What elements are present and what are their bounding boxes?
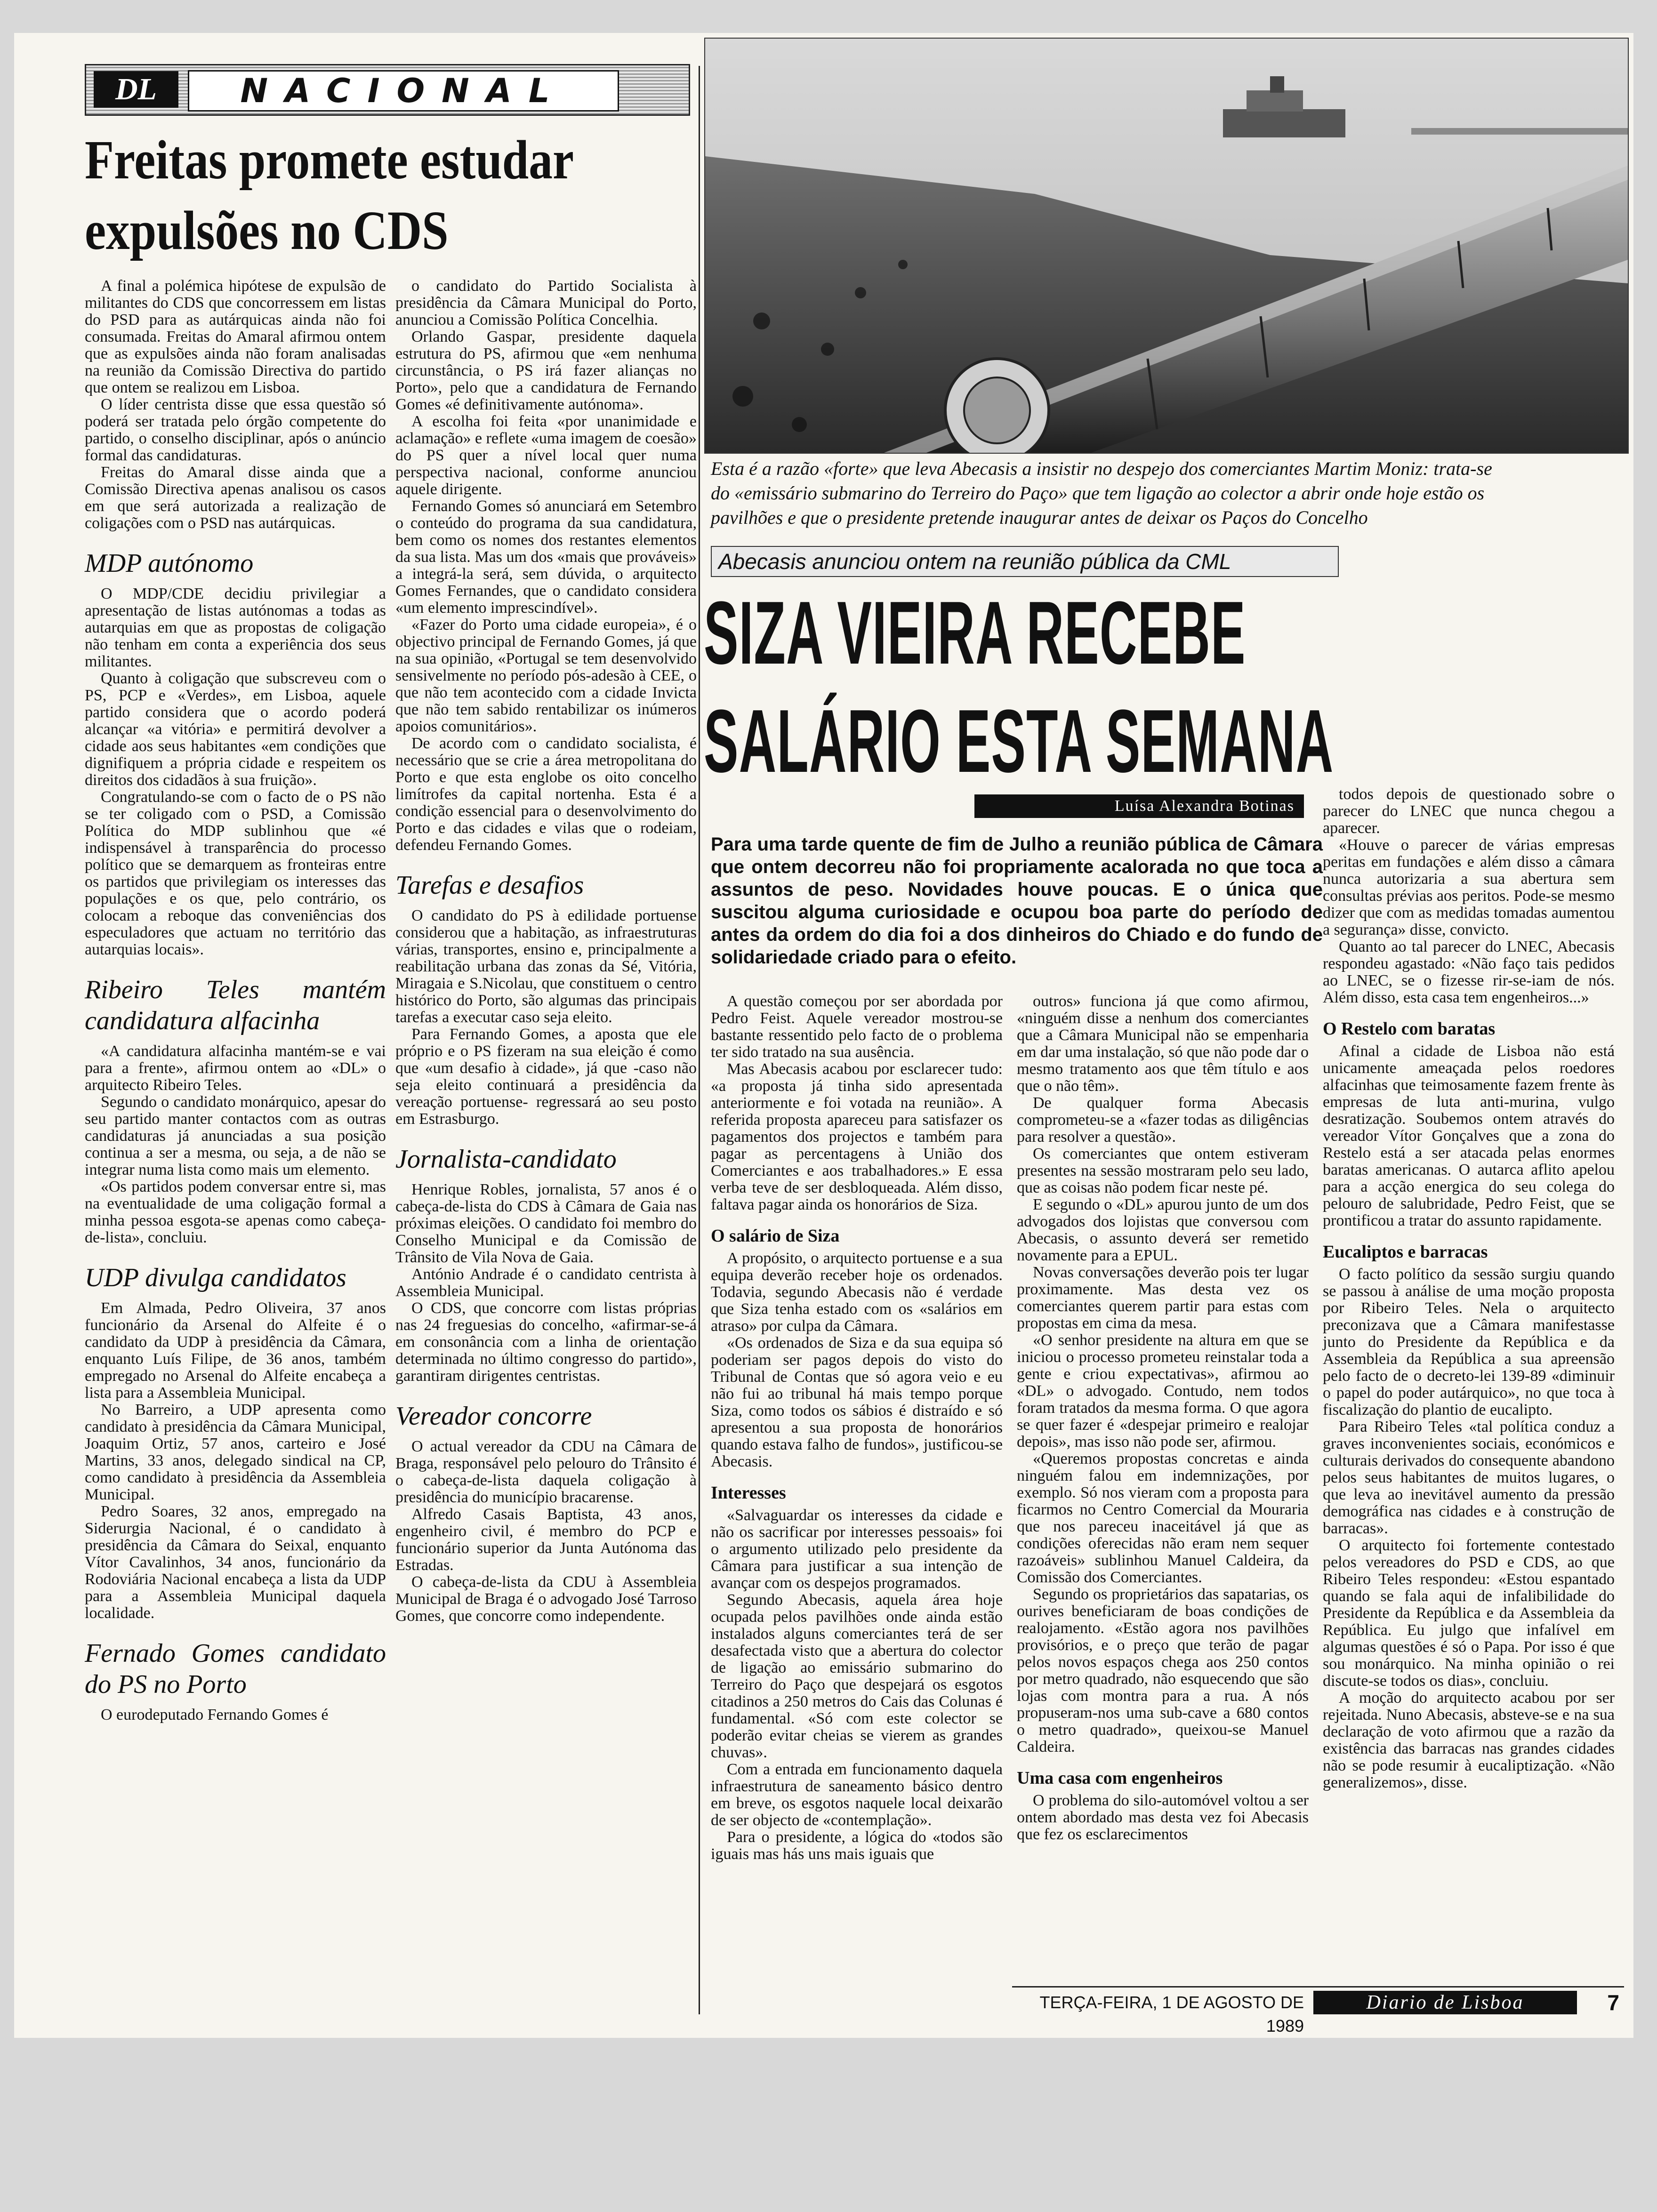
subhead-salario: O salário de Siza — [711, 1226, 840, 1246]
paragraph: Os comerciantes que ontem estiveram presentes na sessão mostraram pelo seu lado, que as coisas não podem ficar neste pé. — [1017, 1145, 1309, 1196]
subhead-vereador: Vereador concorre — [395, 1402, 592, 1431]
paragraph: Para o presidente, a lógica do «todos são iguais mas hás uns mais iguais que — [711, 1828, 1003, 1863]
paragraph: Afinal a cidade de Lisboa não está unicamente ameaçada pelos roedores alfacinhas que teimosamente fazem frente às empresas de luta anti-murina, vulgo desratização. Soubemos ontem através do vereador Vítor Gonçalves que a zona do Restelo está a ser atacada pelas enormes baratas americanas. O autarca aflito apelou para a acção energica do seu colega do pelouro de salubridade, Pedro Feist, que se prontificou a tratar do assunto rapidamente. — [1323, 1042, 1615, 1229]
section-logo: DL — [94, 71, 178, 108]
subhead-restelo: O Restelo com baratas — [1323, 1019, 1496, 1039]
paragraph: «Houve o parecer de várias empresas peritas em fundações e além disso a câmara nunca autorizaria a sua abertura sem consultas prévias aos peritos. Pode-se mesmo dizer que com as medidas tomadas aumentou a segurança» disse, convicto. — [1323, 836, 1615, 938]
paragraph: A propósito, o arquitecto portuense e a sua equipa deverão receber hoje os ordenados. Todavia, segundo Abecasis não é verdade que Siza tenha estado com os «salários em atraso» por culpa da Câmara. — [711, 1250, 1003, 1335]
paragraph: «Os partidos podem conversar entre si, mas na eventualidade de uma coligação formal a minha pessoa esgota-se apenas como cabeça-de-lista», concluiu. — [85, 1178, 386, 1246]
subhead-eucaliptos: Eucaliptos e barracas — [1323, 1242, 1488, 1262]
subhead-udp: UDP divulga candidatos — [85, 1263, 346, 1292]
photo-image — [705, 39, 1628, 453]
paragraph: Para Ribeiro Teles «tal política conduz a graves inconvenientes sociais, económicos e culturais derivados do consequente abandono pelos seus habitantes de muitos lugares, o que leva ao inevitável aumento da pressão demográfica nas cidades e à construção de barracas». — [1323, 1418, 1615, 1537]
byline: Luísa Alexandra Botinas — [974, 794, 1304, 818]
paragraph: Para Fernando Gomes, a aposta que ele próprio e o PS fizeram na sua eleição é como que «um desafio à cidade», já que -caso não seja eleito continuará a presidência da vereação portuense- regressará ao seu posto em Estrasburgo. — [395, 1026, 697, 1128]
paragraph: A escolha foi feita «por unanimidade e aclamação» e reflete «uma imagem de coesão» do PS quer a nível local quer numa perspectiva nacional, conforme anunciou aquele dirigente. — [395, 413, 697, 498]
paragraph: A moção do arquitecto acabou por ser rejeitada. Nuno Abecasis, absteve-se e na sua declaração de voto afirmou que a razão da existência das barracas nas grandes cidades não se pode resumir à eucaliptização. «Não generalizemos», disse. — [1323, 1689, 1615, 1791]
paragraph: O cabeça-de-lista da CDU à Assembleia Municipal de Braga é o advogado José Tarroso Gomes, que concorre como independente. — [395, 1573, 697, 1625]
section-header — [85, 64, 690, 116]
column-divider — [699, 66, 700, 2014]
paragraph: «Os ordenados de Siza e da sua equipa só poderiam ser pagos depois do visto do Tribunal de Contas que só agora veio e eu não fui ao tribunal há mais tempo porque Siza, como todos os sábios é distraído e só apresentou a sua proposta de honorários quando estava falho de fundos», justificou-se Abecasis. — [711, 1334, 1003, 1470]
paragraph: Mas Abecasis acabou por esclarecer tudo: «a proposta já tinha sido apresentada anteriormente e foi votada na reunião». A referida proposta apareceu para satisfazer os pagamentos dos projectos e também para pagar as percentagens à União dos Comerciantes e aos trabalhadores.» E essa verba teve de ser desbloqueada. Além disso, faltava pagar ainda os honorários de Siza. — [711, 1060, 1003, 1213]
main-column-b — [1017, 993, 1309, 1843]
paragraph: «Salvaguardar os interesses da cidade e não os sacrificar por interesses pessoais» foi o argumento utilizado pelo presidente da Câmara para justificar a sua intenção de avançar com os despejos programados. — [711, 1507, 1003, 1592]
paragraph: o candidato do Partido Socialista à presidência da Câmara Municipal do Porto, anunciou a Comissão Política Concelhia. — [395, 277, 697, 329]
paragraph: Orlando Gaspar, presidente daquela estrutura do PS, afirmou que «em nenhuma circunstância, o PS irá fazer alianças no Porto», pelo que a candidatura de Fernando Gomes «é definitivamente autónoma». — [395, 328, 697, 413]
main-lead: Para uma tarde quente de fim de Julho a reunião pública de Câmara que ontem decorreu não foi propriamente acalorada no que toca a assuntos de peso. Novidades houve poucas. E o única que suscitou alguma curiosidade e ocupou boa parte do período de antes da ordem do dia foi a dos dinheiros do Chiado e do fundo de solidariedade criado para o efeito. — [711, 834, 1323, 968]
main-kicker-text: Abecasis anunciou ontem na reunião pública da CML — [718, 549, 1231, 574]
subhead-tarefas: Tarefas e desafios — [395, 871, 584, 900]
paragraph: Segundo o candidato monárquico, apesar do seu partido manter contactos com as outras candidaturas já anunciadas a sua posição continua a ser a mesma, ou seja, a de não se integrar numa lista como mais um elemento. — [85, 1093, 386, 1178]
paragraph: O MDP/CDE decidiu privilegiar a apresentação de listas autónomas a todas as autarquias em que as propostas de coligação não tenham em conta a experiência dos seus militantes. — [85, 585, 386, 670]
paragraph: Congratulando-se com o facto de o PS não se ter coligado com o PSD, a Comissão Política do MDP sublinhou que «é indispensável à transparência do processo político que se demarquem as fronteiras entre os partidos que privilegiam os interesses das populações e os que, pelo contrário, os colocam a reboque das conveniências dos especuladores que actuam no território das autarquias locais». — [85, 788, 386, 958]
paragraph: No Barreiro, a UDP apresenta como candidato à presidência da Câmara Municipal, Joaquim Ortiz, 57 anos, carteiro e José Martins, 33 anos, delegado sindical na CP, como candidato à presidência da Assembleia Municipal. — [85, 1401, 386, 1503]
paragraph: todos depois de questionado sobre o parecer do LNEC que nunca chegou a aparecer. — [1323, 785, 1615, 837]
paragraph: Em Almada, Pedro Oliveira, 37 anos funcionário da Arsenal do Alfeite é o candidato da UDP à presidência da Câmara, enquanto Luís Filipe, de 36 anos, também empregado no Arsenal do Alfeite encabeça a lista para a Assembleia Municipal. — [85, 1299, 386, 1402]
paragraph: A questão começou por ser abordada por Pedro Feist. Aquele vereador mostrou-se bastante ressentido pelo facto de o problema ter sido tratado na sua ausência. — [711, 993, 1003, 1061]
footer-rule — [1012, 1986, 1624, 1988]
masthead-text: Diario de Lisboa — [1366, 1992, 1524, 2013]
paragraph: Freitas do Amaral disse ainda que a Comissão Directiva apenas analisou os casos em que será autorizada a realização de coligações com o PSD nas autárquicas. — [85, 464, 386, 532]
main-headline-line-2: SALÁRIO ESTA SEMANA — [704, 691, 1334, 791]
paragraph: O eurodeputado Fernando Gomes é — [101, 1706, 329, 1723]
paragraph: De acordo com o candidato socialista, é necessário que se crie a área metropolitana do Porto e que esta englobe os oito concelho limítrofes da capital nortenha. Esta é a condição essencial para o desenvolvimento do Porto e das cidades e vilas que o rodeiam, defendeu Fernando Gomes. — [395, 735, 697, 854]
main-column-c — [1323, 786, 1615, 1791]
paragraph: A final a polémica hipótese de expulsão de militantes do CDS que concorressem em listas do PSD para as autárquicas ainda não foi consumada. Freitas do Amaral afirmou ontem que as expulsões ainda não foram analisadas na reunião da Comissão Directiva do partido que ontem se realizou em Lisboa. — [85, 277, 386, 396]
paragraph: Pedro Soares, 32 anos, empregado na Siderurgia Nacional, é o candidato à presidência da Câmara do Seixal, enquanto Vítor Cavalinhos, 34 anos, funcionário da Rodoviária Nacional encabeça a lista da UDP para a Assembleia Municipal daquela localidade. — [85, 1503, 386, 1622]
paragraph: «A candidatura alfacinha mantém-se e vai para a frente», afirmou ontem ao «DL» o arquitecto Ribeiro Teles. — [85, 1042, 386, 1094]
paragraph: Novas conversações deverão pois ter lugar proximamente. Mas desta vez os comerciantes querem partir para estas com propostas em cima da mesa. — [1017, 1264, 1309, 1332]
left-headline: Freitas promete estudar expulsões no CDS — [85, 129, 573, 261]
subhead-fernando-gomes: Fernado Gomes candidato do PS no Porto — [85, 1639, 386, 1699]
paragraph: «Queremos propostas concretas e ainda ninguém falou em indemnizações, por exemplo. Só nos vieram com a proposta para ficarmos no Centro Comercial da Mouraria que nos pareceu inaceitável já que as condições oferecidas não eram nem sequer razoáveis» sublinhou Manuel Caldeira, da Comissão dos Comerciantes. — [1017, 1450, 1309, 1586]
photo-seawall — [704, 38, 1629, 454]
paragraph: E segundo o «DL» apurou junto de um dos advogados dos lojistas que conversou com Abecasis, o assunto deverá ser remetido novamente para a EPUL. — [1017, 1196, 1309, 1264]
newspaper-page — [14, 33, 1633, 2038]
subhead-jornalista: Jornalista-candidato — [395, 1145, 617, 1174]
paragraph: Segundo Abecasis, aquela área hoje ocupada pelos pavilhões onde ainda estão instalados alguns comerciantes terá de ser desafectada visto que a abertura do colector de ligação ao emissário submarino do Terreiro do Paço que despejará os esgotos citadinos a 250 metros do Cais das Colunas é fundamental. «Só com este colector se poderão evitar cheias se vierem as grandes chuvas». — [711, 1591, 1003, 1761]
paragraph: O candidato do PS à edilidade portuense considerou que a habitação, as infraestruturas várias, transportes, ensino e, principalmente a reabilitação urbana das zonas da Sé, Vitória, Miragaia e S.Nicolau, que constituem o centro histórico do Porto, são algumas das principais tarefas a executar caso seja eleito. — [395, 907, 697, 1026]
paragraph: De qualquer forma Abecasis comprometeu-se a «fazer todas as diligências para resolver a questão». — [1017, 1094, 1309, 1146]
left-column-1 — [85, 278, 386, 1723]
paragraph: O facto político da sessão surgiu quando se passou à análise de uma moção proposta por Ribeiro Teles. Nela o arquitecto preconizava que a Câmara manifestasse junto do Presidente da República e da Assembleia da República a sua apreensão pelo facto de o decreto-lei 139-89 «diminuir o papel do poder autárquico», no que toca à fiscalização do plantio de eucalipto. — [1323, 1266, 1615, 1419]
paragraph: O CDS, que concorre com listas próprias nas 24 freguesias do concelho, «afirmar-se-á em consonância com a linha de orientação determinada no último congresso do partido», garantiram dirigentes centristas. — [395, 1299, 697, 1385]
subhead-casa: Uma casa com engenheiros — [1017, 1768, 1223, 1788]
paragraph: «O senhor presidente na altura em que se iniciou o processo prometeu reinstalar toda a gente e criou expectativas», afirmou ao «DL» o advogado. Contudo, nem todos foram tratados da mesma forma. O que agora se quer fazer é «despejar primeiro e realojar depois», mas isso não pode ser, afirmou. — [1017, 1331, 1309, 1451]
paragraph: Quanto à coligação que subscreveu com o PS, PCP e «Verdes», em Lisboa, aquele partido considera que o acordo poderá alcançar «a vitória» e permitirá devolver a cidade aos seus habitantes «em condições que dignifiquem a própria cidade e respeitem os direitos dos cidadãos à sua fruição». — [85, 670, 386, 789]
paragraph: outros» funciona já que como afirmou, «ninguém disse a nenhum dos comerciantes que a Câmara Municipal não se empenharia em dar uma instalação, só que não pode dar o mesmo tratamento aos que têm título e aos que o não têm». — [1017, 993, 1309, 1095]
paragraph: «Fazer do Porto uma cidade europeia», é o objectivo principal de Fernando Gomes, já que na sua opinião, «Portugal se tem desenvolvido sensivelmente no período pós-adesão à CEE, o que não tem acontecido com a cidade Invicta que não tem sabido rentabilizar os inúmeros apoios comunitários». — [395, 616, 697, 735]
paragraph: O arquitecto foi fortemente contestado pelos vereadores do PSD e CDS, ao que Ribeiro Teles respondeu: «Estou espantado quando se fala aqui de infalibilidade do Presidente da República e da Assembleia da República. Eu julgo que infalível em algumas questões é só o Papa. Por isso é que sou monárquico. Na minha opinião o rei discute-se todos os dias», concluiu. — [1323, 1537, 1615, 1690]
paragraph: Quanto ao tal parecer do LNEC, Abecasis respondeu agastado: «Não faço tais pedidos ao LNEC, se o fizesse rir-se-iam de nós. Além disso, esta casa tem engenheiros...» — [1323, 938, 1615, 1006]
footer-page-number: 7 — [1607, 1990, 1619, 2015]
photo-caption: Esta é a razão «forte» que leva Abecasis a insistir no despejo dos comerciantes Martim Moniz: trata-se do «emissário submarino do Terreiro do Paço» que tem ligação ao colector a abrir onde hoje estão os pavilhões e que o presidente pretende inaugurar antes de deixar os Paços do Concelho — [711, 458, 1492, 528]
paragraph: Fernando Gomes só anunciará em Setembro o conteúdo do programa da sua candidatura, bem como os nomes dos restantes elementos da sua lista. Mas um dos «mais que prováveis» a integrá-la será, sem dúvida, o arquitecto Gomes Fernandes, que o candidato considera «um elemento imprescindível». — [395, 497, 697, 617]
paragraph: Alfredo Casais Baptista, 43 anos, engenheiro civil, é membro do PCP e funcionário superior da Junta Autónoma das Estradas. — [395, 1506, 697, 1574]
paragraph: António Andrade é o candidato centrista à Assembleia Municipal. — [395, 1266, 697, 1300]
footer-date: TERÇA-FEIRA, 1 DE AGOSTO DE 1989 — [1039, 1993, 1304, 2036]
subhead-interesses: Interesses — [711, 1483, 786, 1503]
subhead-ribeiro-teles: Ribeiro Teles mantém candidatura alfacinha — [85, 975, 386, 1035]
paragraph: O actual vereador da CDU na Câmara de Braga, responsável pelo pelouro do Trânsito é o cabeça-de-lista daquela coligação à presidência do município bracarense. — [395, 1438, 697, 1506]
paragraph: O problema do silo-automóvel voltou a ser ontem abordado mas desta vez foi Abecasis que fez os esclarecimentos — [1017, 1792, 1309, 1843]
paragraph: Segundo os proprietários das sapatarias, os ourives beneficiaram de boas condições de realojamento. «Estão agora nos pavilhões provisórios, e o preço que terão de pagar pelos novos espaços chega aos 250 contos por metro quadrado, não esquecendo que são lojas com montra para a rua. A nós propuseram-nos uma sub-cave a 680 contos o metro quadrado», queixou-se Manuel Caldeira. — [1017, 1586, 1309, 1755]
main-headline-line-1: SIZA VIEIRA RECEBE — [704, 583, 1246, 683]
main-column-a — [711, 993, 1003, 1863]
footer-masthead — [1313, 1991, 1577, 2014]
main-kicker — [711, 546, 1339, 577]
paragraph: O líder centrista disse que essa questão só poderá ser tratada pelo órgão competente do partido, o conselho disciplinar, após o anúncio formal das candidaturas. — [85, 396, 386, 464]
paragraph: Henrique Robles, jornalista, 57 anos é o cabeça-de-lista do CDS à Câmara de Gaia nas próximas eleições. O candidato foi membro do Conselho Municipal e da Comissão de Trânsito de Vila Nova de Gaia. — [395, 1181, 697, 1266]
subhead-mdp: MDP autónomo — [85, 549, 254, 578]
left-column-2 — [395, 278, 697, 1625]
paragraph: Com a entrada em funcionamento daquela infraestrutura de saneamento básico dentro em breve, os esgotos naquele local deixarão de ser objecto de «contemplação». — [711, 1761, 1003, 1829]
section-name: NACIONAL — [188, 70, 619, 112]
